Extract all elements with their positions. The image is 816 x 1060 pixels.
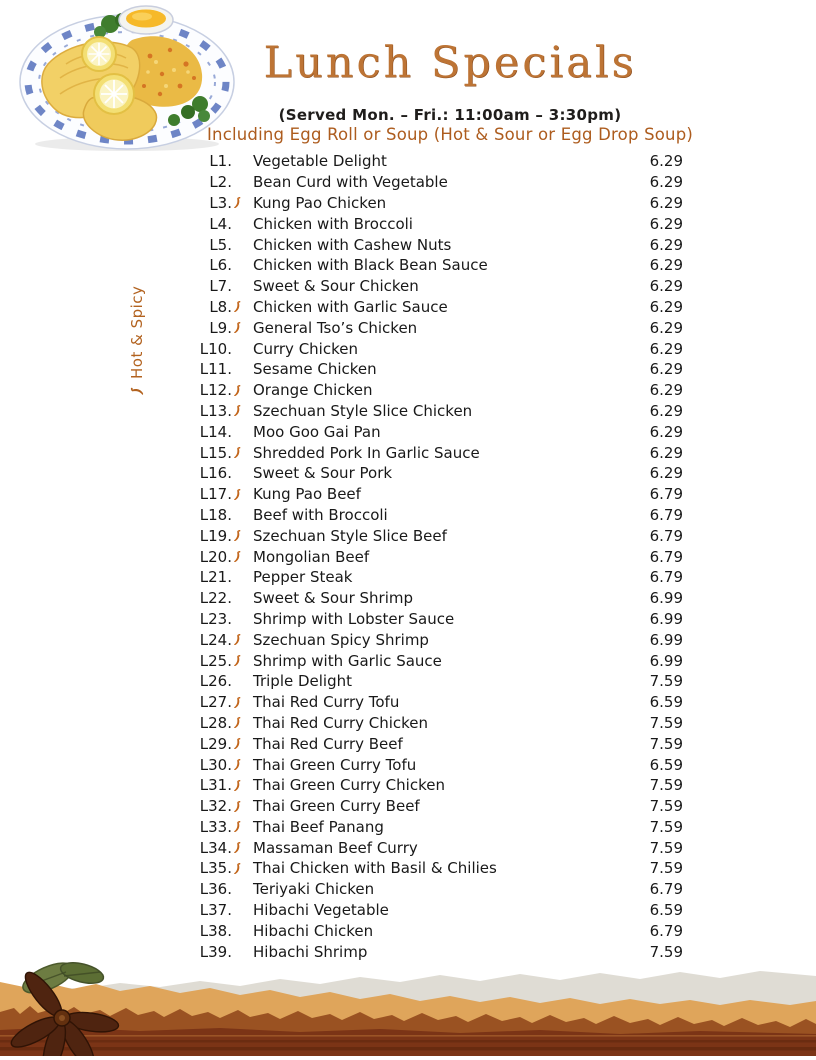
item-name: Beef with Broccoli bbox=[253, 505, 388, 524]
item-number: L17. bbox=[199, 485, 232, 504]
item-price: 6.59 bbox=[649, 755, 683, 774]
sauce-cup-icon bbox=[119, 6, 173, 34]
menu-item-row bbox=[185, 338, 683, 359]
menu-item-row bbox=[185, 442, 683, 463]
item-name: Thai Beef Panang bbox=[253, 817, 384, 836]
item-name: General Tso’s Chicken bbox=[253, 318, 418, 337]
menu-item-row bbox=[185, 567, 683, 588]
chili-pepper-icon bbox=[232, 550, 247, 564]
item-price: 6.29 bbox=[649, 381, 683, 400]
item-price: 7.59 bbox=[649, 859, 683, 878]
chili-pepper-icon bbox=[232, 404, 247, 418]
item-name: Shrimp with Garlic Sauce bbox=[253, 651, 442, 670]
chili-pepper-icon bbox=[232, 633, 247, 647]
item-price: 6.79 bbox=[649, 547, 683, 566]
item-price: 6.79 bbox=[649, 921, 683, 940]
chili-pepper-icon bbox=[232, 861, 247, 875]
item-name: Chicken with Broccoli bbox=[253, 214, 413, 233]
menu-item-row bbox=[185, 297, 683, 318]
item-price: 7.59 bbox=[649, 838, 683, 857]
item-number: L13. bbox=[199, 401, 232, 420]
item-name: Pepper Steak bbox=[253, 568, 353, 587]
item-name: Chicken with Cashew Nuts bbox=[253, 235, 452, 254]
menu-item-row bbox=[185, 525, 683, 546]
menu-item-row bbox=[185, 359, 683, 380]
item-number: L19. bbox=[199, 526, 232, 545]
item-name: Kung Pao Beef bbox=[253, 485, 361, 504]
item-name: Teriyaki Chicken bbox=[253, 880, 375, 899]
menu-item-row bbox=[185, 879, 683, 900]
menu-item-row bbox=[185, 151, 683, 172]
item-name: Curry Chicken bbox=[253, 339, 358, 358]
item-name: Hibachi Shrimp bbox=[253, 942, 368, 961]
chili-pepper-icon bbox=[232, 695, 247, 709]
chili-pepper-icon bbox=[232, 446, 247, 460]
item-name: Bean Curd with Vegetable bbox=[253, 173, 448, 192]
item-name: Szechuan Style Slice Beef bbox=[253, 526, 447, 545]
menu-item-row bbox=[185, 234, 683, 255]
item-number: L36. bbox=[199, 880, 232, 899]
chili-pepper-icon bbox=[232, 529, 247, 543]
item-name: Mongolian Beef bbox=[253, 547, 370, 566]
item-number: L37. bbox=[199, 901, 232, 920]
item-number: L28. bbox=[199, 713, 232, 732]
item-number: L35. bbox=[199, 859, 232, 878]
item-name: Szechuan Style Slice Chicken bbox=[253, 401, 473, 420]
chili-pepper-icon bbox=[232, 841, 247, 855]
menu-item-row bbox=[185, 213, 683, 234]
menu-item-row bbox=[185, 401, 683, 422]
item-number: L2. bbox=[209, 173, 232, 192]
menu-item-row bbox=[185, 609, 683, 630]
chili-pepper-icon bbox=[232, 737, 247, 751]
chili-pepper-icon bbox=[232, 654, 247, 668]
menu-item-row bbox=[185, 463, 683, 484]
item-number: L10. bbox=[199, 339, 232, 358]
menu-item-row bbox=[185, 713, 683, 734]
item-price: 7.59 bbox=[649, 797, 683, 816]
item-price: 6.29 bbox=[649, 214, 683, 233]
item-price: 6.29 bbox=[649, 173, 683, 192]
menu-item-row bbox=[185, 505, 683, 526]
item-number: L38. bbox=[199, 921, 232, 940]
menu-item-row bbox=[185, 546, 683, 567]
chili-pepper-icon bbox=[232, 321, 247, 335]
includes-text: Including Egg Roll or Soup (Hot & Sour or Egg Drop Soup) bbox=[206, 125, 694, 144]
item-name: Sweet & Sour Pork bbox=[253, 464, 393, 483]
menu-list bbox=[185, 151, 683, 962]
chili-pepper-icon bbox=[232, 300, 247, 314]
item-name: Thai Green Curry Tofu bbox=[253, 755, 417, 774]
item-number: L29. bbox=[199, 734, 232, 753]
item-number: L33. bbox=[199, 817, 232, 836]
item-number: L15. bbox=[199, 443, 232, 462]
menu-item-row bbox=[185, 671, 683, 692]
item-number: L9. bbox=[209, 318, 232, 337]
item-name: Massaman Beef Curry bbox=[253, 838, 418, 857]
menu-item-row bbox=[185, 650, 683, 671]
item-number: L16. bbox=[199, 464, 232, 483]
menu-item-row bbox=[185, 629, 683, 650]
item-name: Thai Green Curry Beef bbox=[253, 797, 420, 816]
item-number: L8. bbox=[209, 297, 232, 316]
item-number: L12. bbox=[199, 381, 232, 400]
item-name: Moo Goo Gai Pan bbox=[253, 422, 381, 441]
item-number: L22. bbox=[199, 589, 232, 608]
item-price: 7.59 bbox=[649, 942, 683, 961]
item-name: Chicken with Garlic Sauce bbox=[253, 297, 448, 316]
item-price: 6.29 bbox=[649, 360, 683, 379]
item-number: L30. bbox=[199, 755, 232, 774]
item-price: 6.29 bbox=[649, 339, 683, 358]
chili-pepper-icon bbox=[232, 778, 247, 792]
item-number: L31. bbox=[199, 776, 232, 795]
item-name: Thai Chicken with Basil & Chilies bbox=[253, 859, 497, 878]
item-price: 6.59 bbox=[649, 901, 683, 920]
item-price: 6.29 bbox=[649, 152, 683, 171]
item-name: Sweet & Sour Shrimp bbox=[253, 589, 413, 608]
chili-pepper-icon bbox=[232, 820, 247, 834]
item-number: L25. bbox=[199, 651, 232, 670]
item-price: 6.29 bbox=[649, 422, 683, 441]
menu-item-row bbox=[185, 858, 683, 879]
item-price: 6.29 bbox=[649, 297, 683, 316]
item-name: Orange Chicken bbox=[253, 381, 373, 400]
item-price: 6.29 bbox=[649, 277, 683, 296]
item-price: 7.59 bbox=[649, 817, 683, 836]
item-number: L26. bbox=[199, 672, 232, 691]
item-price: 6.29 bbox=[649, 443, 683, 462]
item-name: Kung Pao Chicken bbox=[253, 193, 387, 212]
item-price: 6.29 bbox=[649, 256, 683, 275]
item-price: 6.29 bbox=[649, 235, 683, 254]
item-name: Thai Red Curry Chicken bbox=[253, 713, 429, 732]
page-title: Lunch Specials bbox=[263, 38, 637, 88]
menu-item-row bbox=[185, 380, 683, 401]
item-price: 7.59 bbox=[649, 713, 683, 732]
item-name: Sesame Chicken bbox=[253, 360, 377, 379]
menu-item-row bbox=[185, 172, 683, 193]
item-price: 6.79 bbox=[649, 880, 683, 899]
item-name: Thai Green Curry Chicken bbox=[253, 776, 445, 795]
item-price: 7.59 bbox=[649, 734, 683, 753]
item-number: L32. bbox=[199, 797, 232, 816]
menu-item-row bbox=[185, 421, 683, 442]
item-number: L39. bbox=[199, 942, 232, 961]
item-number: L21. bbox=[199, 568, 232, 587]
item-price: 6.29 bbox=[649, 464, 683, 483]
chili-pepper-icon bbox=[232, 716, 247, 730]
menu-item-row bbox=[185, 817, 683, 838]
menu-item-row bbox=[185, 733, 683, 754]
item-price: 6.79 bbox=[649, 505, 683, 524]
item-price: 6.29 bbox=[649, 401, 683, 420]
item-number: L23. bbox=[199, 609, 232, 628]
item-name: Vegetable Delight bbox=[253, 152, 387, 171]
item-number: L5. bbox=[209, 235, 232, 254]
menu-item-row bbox=[185, 754, 683, 775]
chili-pepper-icon bbox=[232, 196, 247, 210]
item-price: 7.59 bbox=[649, 672, 683, 691]
menu-item-row bbox=[185, 588, 683, 609]
item-price: 6.99 bbox=[649, 609, 683, 628]
item-number: L18. bbox=[199, 505, 232, 524]
item-name: Sweet & Sour Chicken bbox=[253, 277, 419, 296]
menu-item-row bbox=[185, 276, 683, 297]
item-number: L20. bbox=[199, 547, 232, 566]
item-price: 6.79 bbox=[649, 485, 683, 504]
menu-item-row bbox=[185, 900, 683, 921]
item-number: L27. bbox=[199, 693, 232, 712]
footer-grunge-band bbox=[0, 956, 816, 1056]
item-price: 6.99 bbox=[649, 651, 683, 670]
chili-pepper-icon bbox=[232, 487, 247, 501]
item-name: Shredded Pork In Garlic Sauce bbox=[253, 443, 480, 462]
hot-spicy-legend bbox=[126, 262, 148, 396]
menu-item-row bbox=[185, 796, 683, 817]
menu-item-row bbox=[185, 484, 683, 505]
item-name: Thai Red Curry Tofu bbox=[253, 693, 400, 712]
chili-pepper-icon bbox=[232, 383, 247, 397]
chili-pepper-icon bbox=[130, 386, 144, 396]
page-header bbox=[0, 40, 816, 87]
item-name: Triple Delight bbox=[253, 672, 353, 691]
item-name: Hibachi Chicken bbox=[253, 921, 374, 940]
item-number: L6. bbox=[209, 256, 232, 275]
item-price: 6.79 bbox=[649, 526, 683, 545]
item-number: L1. bbox=[209, 152, 232, 171]
footer-decoration bbox=[0, 956, 816, 1056]
item-price: 6.99 bbox=[649, 630, 683, 649]
served-hours-text: (Served Mon. – Fri.: 11:00am – 3:30pm) bbox=[278, 106, 622, 124]
item-price: 7.59 bbox=[649, 776, 683, 795]
item-name: Shrimp with Lobster Sauce bbox=[253, 609, 455, 628]
hot-spicy-label: Hot & Spicy bbox=[128, 285, 146, 379]
item-name: Chicken with Black Bean Sauce bbox=[253, 256, 488, 275]
item-number: L4. bbox=[209, 214, 232, 233]
menu-item-row bbox=[185, 775, 683, 796]
menu-item-row bbox=[185, 317, 683, 338]
item-price: 6.29 bbox=[649, 318, 683, 337]
item-name: Szechuan Spicy Shrimp bbox=[253, 630, 429, 649]
item-name: Thai Red Curry Beef bbox=[253, 734, 403, 753]
item-number: L34. bbox=[199, 838, 232, 857]
menu-item-row bbox=[185, 837, 683, 858]
item-number: L7. bbox=[209, 277, 232, 296]
menu-item-row bbox=[185, 920, 683, 941]
item-price: 6.99 bbox=[649, 589, 683, 608]
item-name: Hibachi Vegetable bbox=[253, 901, 389, 920]
chili-pepper-icon bbox=[232, 799, 247, 813]
item-price: 6.79 bbox=[649, 568, 683, 587]
item-number: L11. bbox=[199, 360, 232, 379]
item-price: 6.29 bbox=[649, 193, 683, 212]
menu-item-row bbox=[185, 255, 683, 276]
item-number: L3. bbox=[209, 193, 232, 212]
menu-item-row bbox=[185, 692, 683, 713]
item-number: L14. bbox=[199, 422, 232, 441]
chili-pepper-icon bbox=[232, 758, 247, 772]
item-number: L24. bbox=[199, 630, 232, 649]
item-price: 6.59 bbox=[649, 693, 683, 712]
menu-item-row bbox=[185, 193, 683, 214]
